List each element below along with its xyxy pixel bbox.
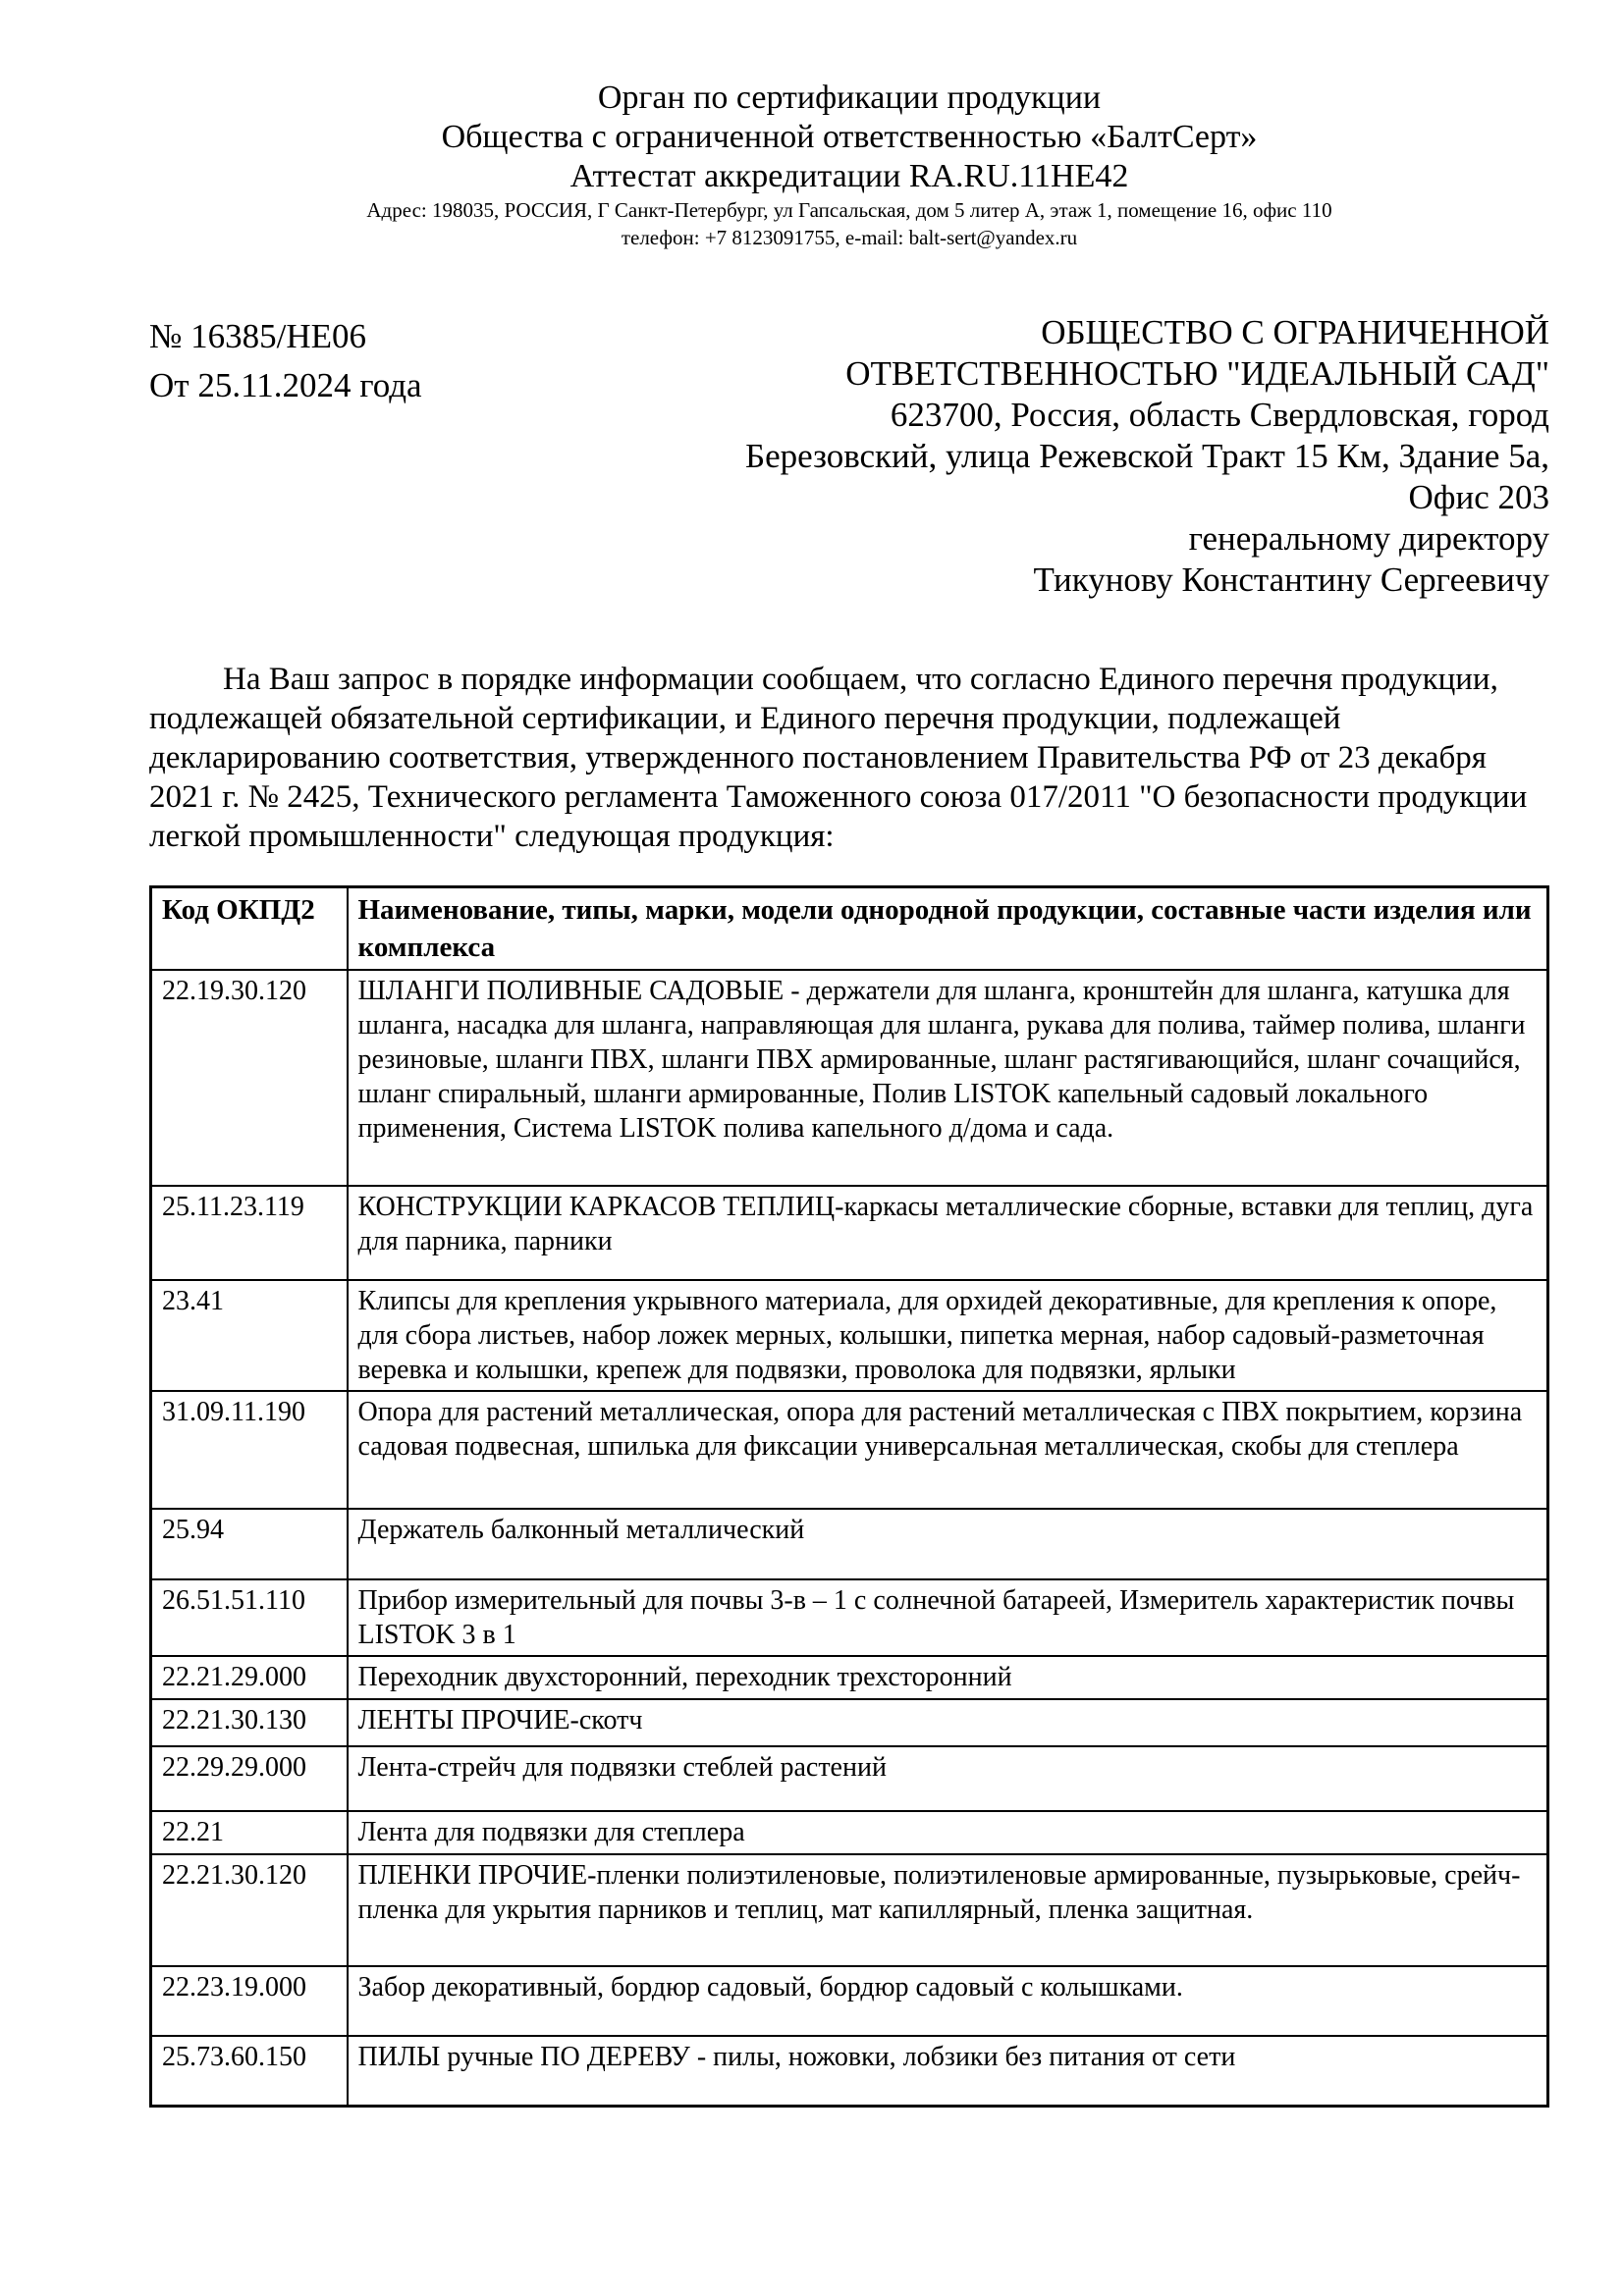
reference-number: № 16385/НЕ06 <box>149 317 367 355</box>
addressee-line: Офис 203 <box>1408 478 1549 516</box>
product-description-cell: ШЛАНГИ ПОЛИВНЫЕ САДОВЫЕ - держатели для шланга, кронштейн для шланга, катушка для шланга, насадка для шланга, направляющая для шланга, рукава для полива, таймер полива, шланги резиновые, шланги ПВХ, шланги ПВХ армированные, шланг растягивающийся, шланг сочащийся, шланг спиральный, шланги армированные, Полив LISTOK капельный садовый локального применения, Система LISTOK полива капельного д/дома и сада. <box>348 970 1548 1186</box>
org-address: Адрес: 198035, РОССИЯ, Г Санкт-Петербург, ул Гапсальская, дом 5 литер А, этаж 1, помещение 16, офис 110 <box>366 198 1332 222</box>
table-row <box>151 1280 1548 1391</box>
body-paragraph: На Ваш запрос в порядке информации сообщаем, что согласно Единого перечня продукции, подлежащей обязательной сертификации, и Единого перечня продукции, подлежащей декларированию соответствия, утвержденного постановлением Правительства РФ от 23 декабря 2021 г. № 2425, Технического регламента Таможенного союза 017/2011 "О безопасности продукции легкой промышленности" следующая продукция: <box>149 662 1528 854</box>
accreditation-line: Аттестат аккредитации RA.RU.11HE42 <box>569 158 1129 194</box>
okpd-code-cell: 26.51.51.110 <box>151 1579 348 1656</box>
org-title-line-2: Общества с ограниченной ответственностью «БалтСерт» <box>441 119 1258 155</box>
okpd-code-cell: 22.21.29.000 <box>151 1656 348 1699</box>
product-description-cell: ЛЕНТЫ ПРОЧИЕ-скотч <box>348 1699 1548 1746</box>
product-description-cell: Прибор измерительный для почвы 3-в – 1 с солнечной батареей, Измеритель характеристик почвы LISTOK 3 в 1 <box>348 1579 1548 1656</box>
okpd-code-header: Код ОКПД2 <box>151 887 348 971</box>
org-title-line-1: Орган по сертификации продукции <box>597 80 1102 116</box>
table-row <box>151 1811 1548 1854</box>
product-description-cell: Клипсы для крепления укрывного материала, для орхидей декоративные, для крепления к опоре, для сбора листьев, набор ложек мерных, колышки, пипетка мерная, набор садовый-разметочная веревка и колышки, крепеж для подвязки, проволока для подвязки, ярлыки <box>348 1280 1548 1391</box>
addressee-line: ОБЩЕСТВО С ОГРАНИЧЕННОЙ <box>1041 313 1549 351</box>
addressee-block <box>685 312 1549 601</box>
table-header-row <box>151 887 1548 971</box>
addressee-line: Березовский, улица Режевской Тракт 15 Км, Здание 5а, <box>744 437 1549 475</box>
product-name-header: Наименование, типы, марки, модели однородной продукции, составные части изделия или комплекса <box>348 887 1548 971</box>
product-description-cell: КОНСТРУКЦИИ КАРКАСОВ ТЕПЛИЦ-каркасы металлические сборные, вставки для теплиц, дуга для парника, парники <box>348 1186 1548 1280</box>
reference-block <box>149 312 422 410</box>
okpd-code-cell: 22.23.19.000 <box>151 1966 348 2036</box>
okpd-code-cell: 22.19.30.120 <box>151 970 348 1186</box>
okpd-code-cell: 25.94 <box>151 1509 348 1579</box>
table-row <box>151 1854 1548 1966</box>
product-description-cell: ПИЛЫ ручные ПО ДЕРЕВУ - пилы, ножовки, лобзики без питания от сети <box>348 2036 1548 2107</box>
product-description-cell: Опора для растений металлическая, опора для растений металлическая с ПВХ покрытием, корзина садовая подвесная, шпилька для фиксации универсальная металлическая, скобы для степлера <box>348 1391 1548 1509</box>
okpd-code-cell: 31.09.11.190 <box>151 1391 348 1509</box>
addressee-line: 623700, Россия, область Свердловская, город <box>890 396 1549 434</box>
product-description-cell: Забор декоративный, бордюр садовый, бордюр садовый с колышками. <box>348 1966 1548 2036</box>
reference-addressee-row <box>149 312 1549 601</box>
table-row <box>151 2036 1548 2107</box>
table-row <box>151 1391 1548 1509</box>
okpd-code-cell: 22.21.30.120 <box>151 1854 348 1966</box>
table-row <box>151 1656 1548 1699</box>
letterhead <box>149 79 1549 251</box>
okpd-code-cell: 22.29.29.000 <box>151 1746 348 1811</box>
product-description-cell: Лента-стрейч для подвязки стеблей растений <box>348 1746 1548 1811</box>
table-row <box>151 1186 1548 1280</box>
table-row <box>151 1509 1548 1579</box>
okpd-code-cell: 22.21 <box>151 1811 348 1854</box>
okpd-code-cell: 25.11.23.119 <box>151 1186 348 1280</box>
table-row <box>151 1746 1548 1811</box>
okpd-code-cell: 22.21.30.130 <box>151 1699 348 1746</box>
product-description-cell: Лента для подвязки для степлера <box>348 1811 1548 1854</box>
table-row <box>151 970 1548 1186</box>
addressee-line: Тикунову Константину Сергеевичу <box>1033 561 1549 599</box>
reference-date: От 25.11.2024 года <box>149 366 422 404</box>
table-row <box>151 1579 1548 1656</box>
product-description-cell: Переходник двухсторонний, переходник трехсторонний <box>348 1656 1548 1699</box>
table-row <box>151 1966 1548 2036</box>
product-description-cell: Держатель балконный металлический <box>348 1509 1548 1579</box>
table-row <box>151 1699 1548 1746</box>
product-description-cell: ПЛЕНКИ ПРОЧИЕ-пленки полиэтиленовые, полиэтиленовые армированные, пузырьковые, срейч-пленка для укрытия парников и теплиц, мат капиллярный, пленка защитная. <box>348 1854 1548 1966</box>
addressee-line: ОТВЕТСТВЕННОСТЬЮ "ИДЕАЛЬНЫЙ САД" <box>845 354 1549 393</box>
addressee-line: генеральному директору <box>1188 519 1549 558</box>
okpd-code-cell: 23.41 <box>151 1280 348 1391</box>
org-contacts: телефон: +7 8123091755, e-mail: balt-sert@yandex.ru <box>621 226 1078 249</box>
products-table <box>149 885 1549 2108</box>
okpd-code-cell: 25.73.60.150 <box>151 2036 348 2107</box>
